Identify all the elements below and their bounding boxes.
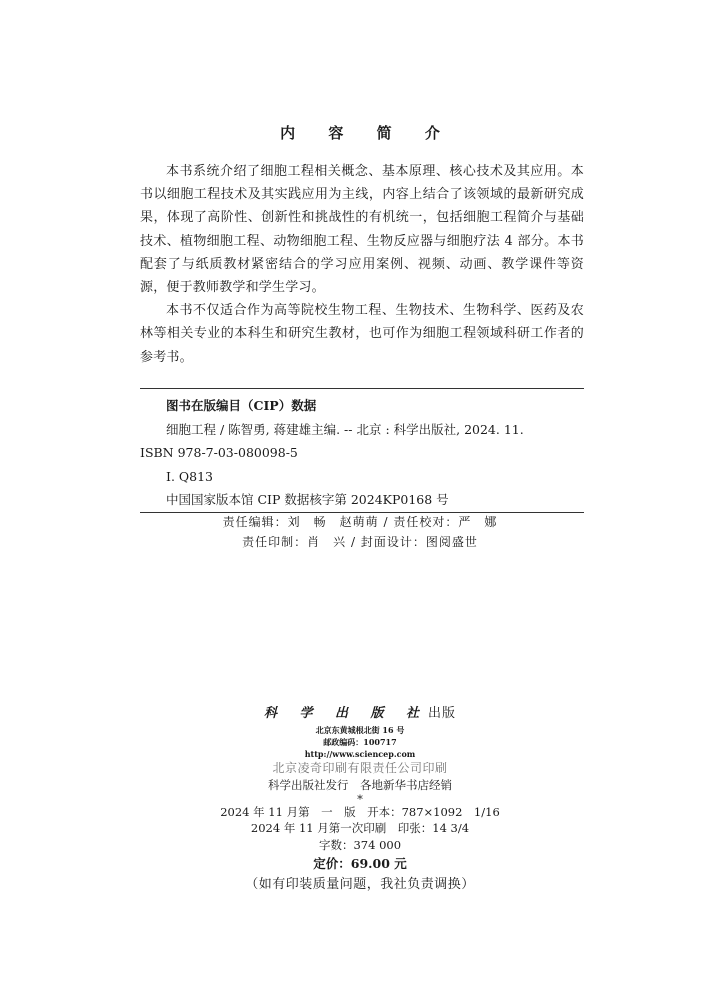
- cip-heading: 图书在版编目（CIP）数据: [166, 398, 317, 413]
- abstract-paragraph: 本书系统介绍了细胞工程相关概念、基本原理、核心技术及其应用。本书以细胞工程技术及其实践应用为主线，内容上结合了该领域的最新研究成果，体现了高阶性、创新性和挑战性的有机统一，包括细胞工程简介与基础技术、植物细胞工程、动物细胞工程、生物反应器与细胞疗法 4 部分。本书配套了与纸质教材紧密结合的学习应用案例、视频、动画、教学课件等资源，便于教师教学和学生学习。: [140, 164, 584, 296]
- printing-line: 2024 年 11 月第一次印刷 印张：14 3/4: [250, 821, 470, 835]
- word-count: 字数：374 000: [318, 837, 402, 852]
- publisher-name: 科 学 出 版 社: [263, 706, 429, 721]
- distribution-line: 科学出版社发行 各地新华书店经销: [268, 778, 452, 792]
- cip-record: [140, 394, 584, 512]
- abstract: [140, 160, 584, 369]
- credits-line-editors: 责任编辑：刘 畅 赵萌萌 / 责任校对：严 娜: [222, 515, 498, 529]
- publisher-suffix: 出版: [428, 706, 457, 721]
- separator-star: *: [357, 791, 363, 806]
- price: 定价：69.00 元: [313, 856, 407, 871]
- responsibility-credits: [0, 512, 720, 552]
- publisher-block: [0, 702, 720, 895]
- page-title: 内 容 简 介: [280, 124, 454, 142]
- cip-line: Ⅰ. Q813: [166, 468, 213, 484]
- cip-line: ISBN 978-7-03-080098-5: [140, 445, 298, 460]
- publisher-website: http://www.sciencep.com: [304, 749, 416, 759]
- publisher-postcode: 邮政编码：100717: [323, 737, 397, 747]
- publisher-address: 北京东黄城根北街 16 号: [315, 725, 405, 735]
- cip-top-divider: [140, 388, 584, 389]
- cip-line: 细胞工程 / 陈智勇, 蒋建雄主编. -- 北京 : 科学出版社, 2024. 11.: [166, 421, 524, 437]
- cip-line: 中国国家版本馆 CIP 数据核字第 2024KP0168 号: [166, 492, 449, 507]
- edition-line: 2024 年 11 月第 一 版 开本：787×1092 1/16: [220, 804, 500, 819]
- credits-line-print-design: 责任印制：肖 兴 / 封面设计：图阅盛世: [242, 535, 478, 549]
- abstract-paragraph: 本书不仅适合作为高等院校生物工程、生物技术、生物科学、医药及农林等相关专业的本科生和研究生教材，也可作为细胞工程领域科研工作者的参考书。: [140, 303, 584, 365]
- printer-name: 北京凌奇印刷有限责任公司印刷: [272, 761, 448, 775]
- quality-notice: （如有印装质量问题，我社负责调换）: [245, 877, 475, 892]
